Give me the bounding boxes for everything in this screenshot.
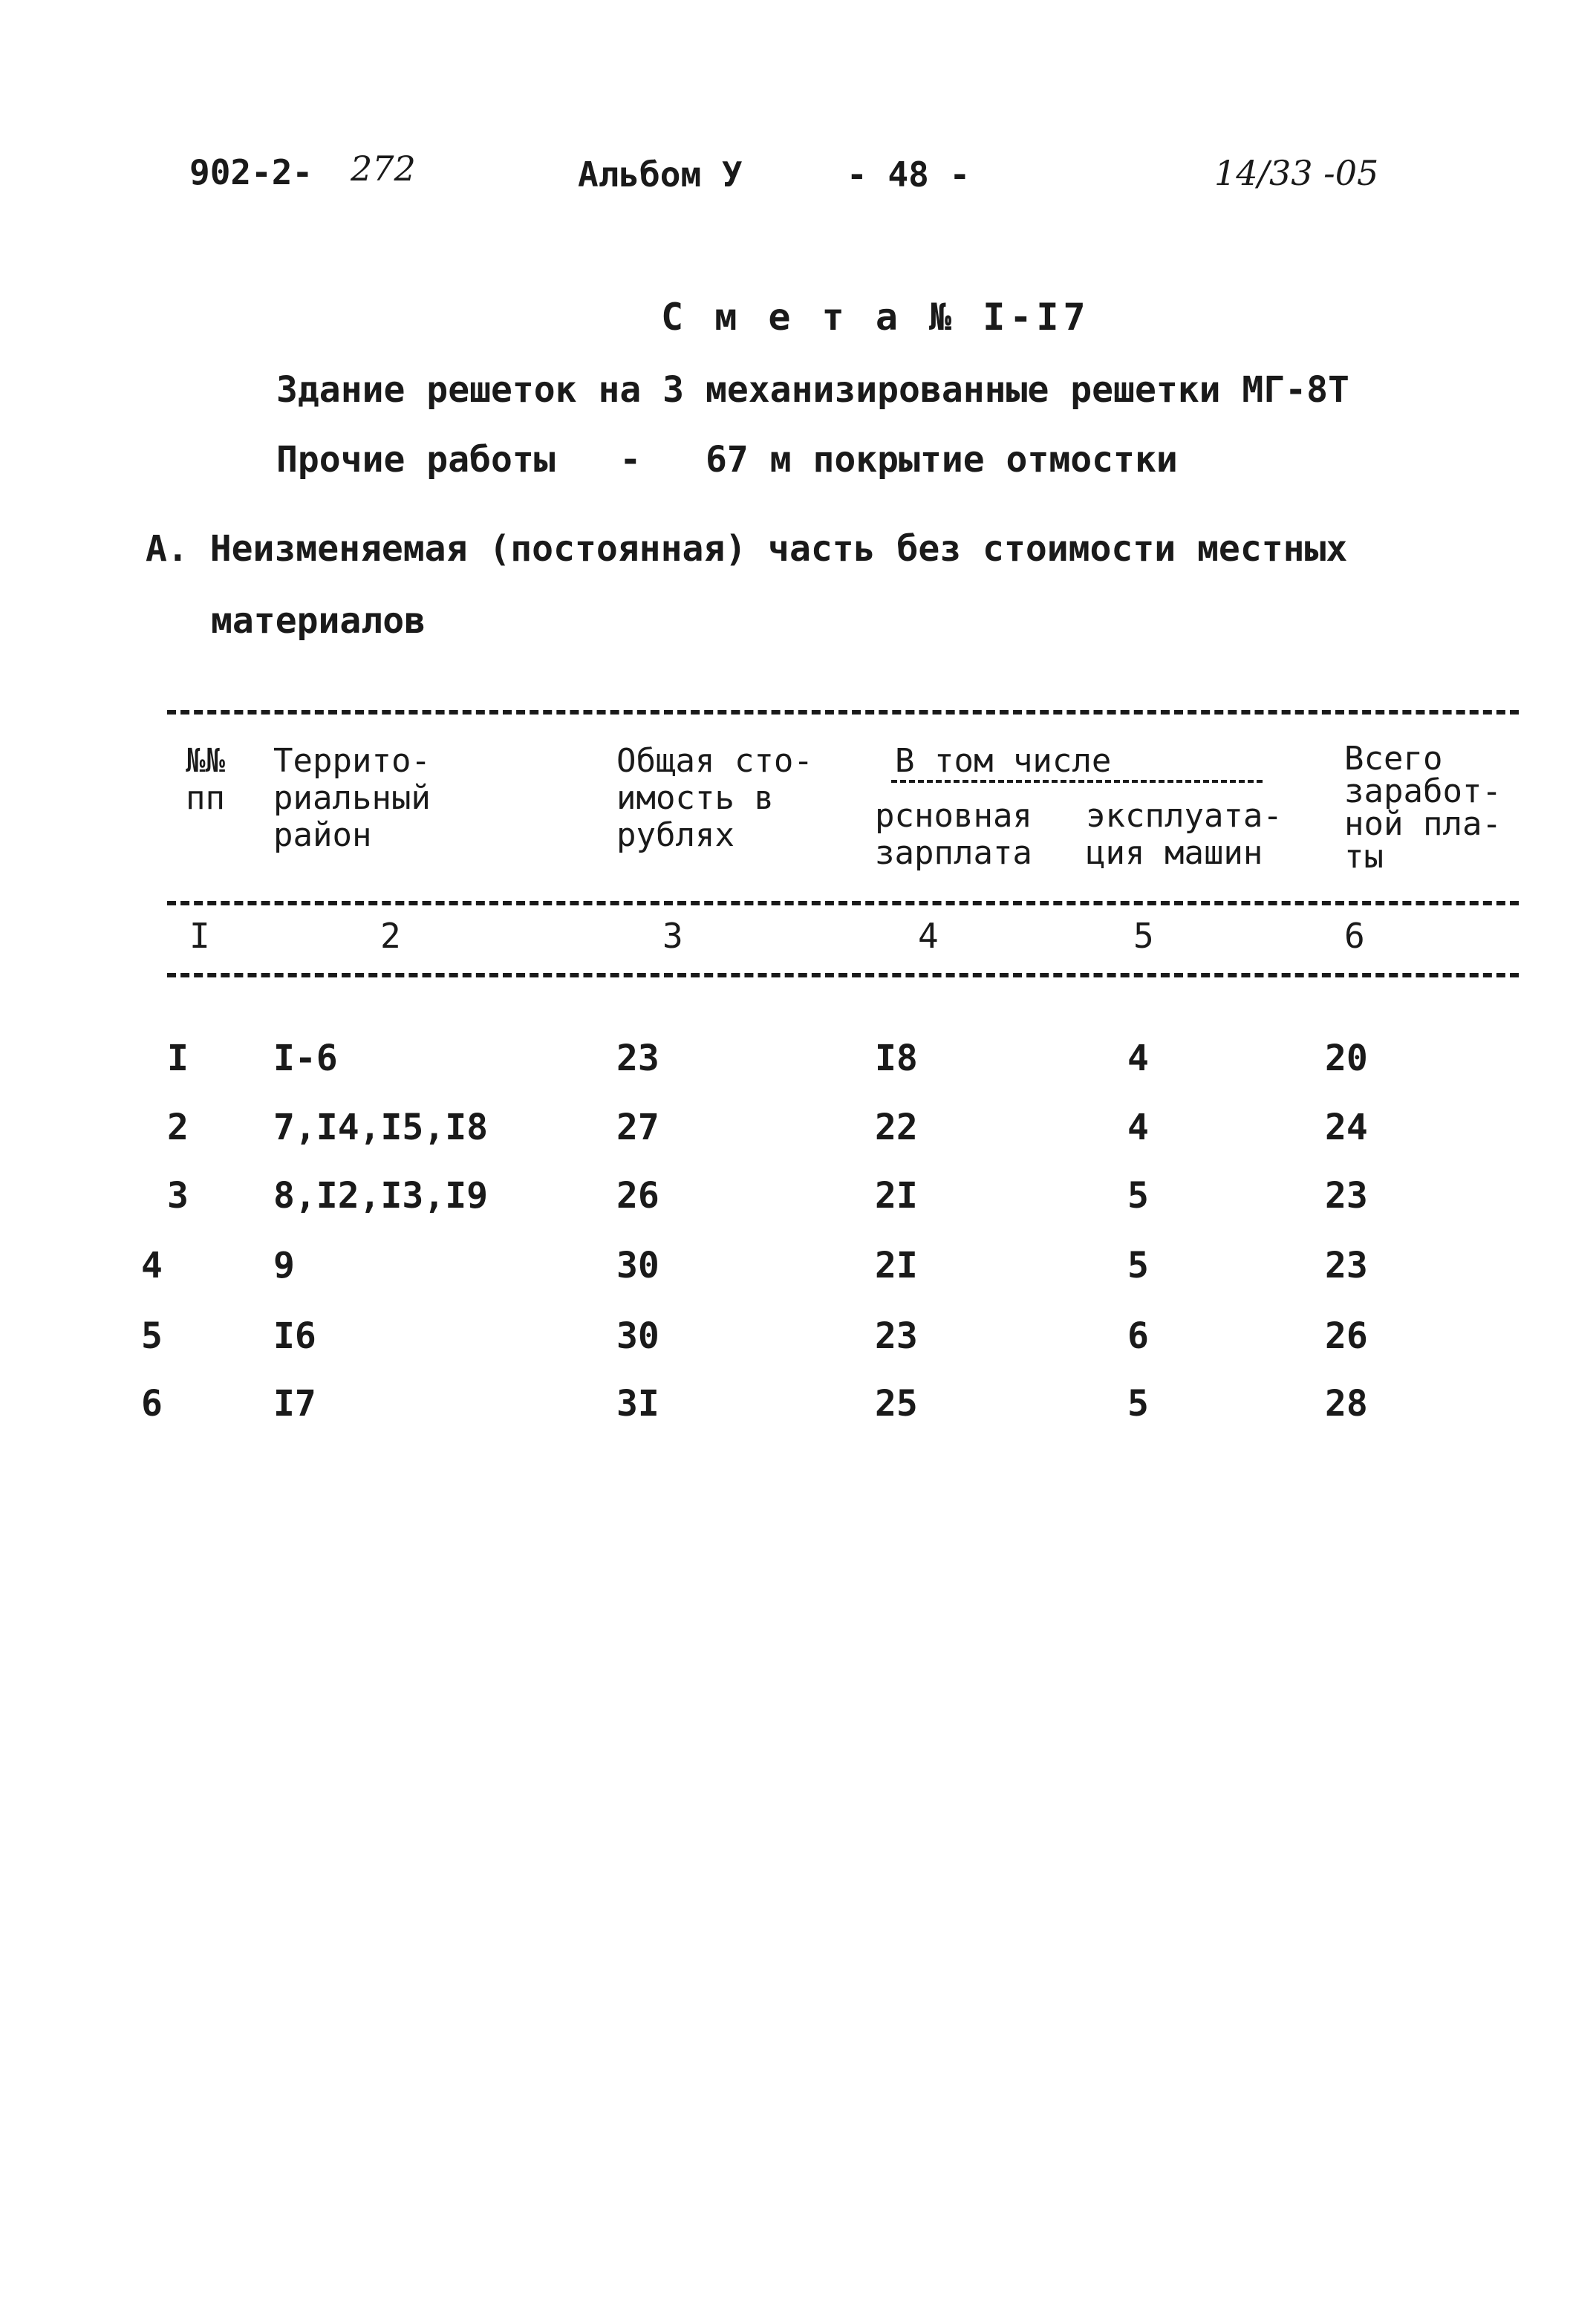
cell-total: 23 — [616, 1038, 659, 1079]
header-total-wages: Всего заработ- ной пла- ты — [1344, 740, 1502, 876]
cell-machines: 5 — [1127, 1245, 1149, 1286]
header-region: Террито- риальный район — [273, 742, 431, 854]
cell-machines: 4 — [1127, 1038, 1149, 1079]
cell-region: 8,I2,I3,I9 — [273, 1175, 488, 1217]
column-number: 5 — [1133, 916, 1154, 956]
header-base-salary: рсновная зарплата — [875, 797, 1032, 872]
cell-wages: 20 — [1325, 1038, 1368, 1079]
header-including-underline — [891, 780, 1263, 783]
section-heading-continued: материалов — [211, 600, 426, 642]
column-number: 4 — [918, 916, 939, 956]
album-label: Альбом У — [578, 154, 743, 195]
cell-wages: 28 — [1325, 1383, 1368, 1425]
page-number: - 48 - — [847, 154, 971, 195]
cell-machines: 6 — [1127, 1315, 1149, 1357]
cell-total: 30 — [616, 1315, 659, 1357]
column-number: 3 — [662, 916, 683, 956]
cell-num: 2 — [167, 1107, 189, 1148]
cell-machines: 4 — [1127, 1107, 1149, 1148]
doc-code-handwritten: 272 — [351, 149, 416, 189]
cell-wages: 23 — [1325, 1245, 1368, 1286]
table-top-rule — [167, 710, 1519, 715]
column-number: I — [189, 916, 210, 956]
doc-code: 902-2- — [189, 152, 313, 192]
header-including: В том числе — [895, 742, 1112, 780]
cell-salary: I8 — [875, 1038, 918, 1079]
cell-num: I — [167, 1038, 189, 1079]
cell-num: 5 — [141, 1315, 163, 1357]
estimate-title: С м е т а № I-I7 — [661, 296, 1090, 339]
cell-total: 26 — [616, 1175, 659, 1217]
cell-total: 3I — [616, 1383, 659, 1425]
cell-salary: 22 — [875, 1107, 918, 1148]
cell-salary: 2I — [875, 1175, 918, 1217]
cell-region: I7 — [273, 1383, 316, 1425]
header-machine-operation: эксплуата- ция машин — [1086, 797, 1283, 872]
header-total-cost: Общая сто- имость в рублях — [616, 742, 813, 854]
cell-machines: 5 — [1127, 1383, 1149, 1425]
cell-total: 30 — [616, 1245, 659, 1286]
cell-salary: 25 — [875, 1383, 918, 1425]
cell-wages: 24 — [1325, 1107, 1368, 1148]
building-description: Здание решеток на 3 механизированные решетки МГ-8Т — [276, 369, 1349, 411]
cell-region: 7,I4,I5,I8 — [273, 1107, 488, 1148]
cell-num: 4 — [141, 1245, 163, 1286]
section-heading: А. Неизменяемая (постоянная) часть без стоимости местных — [146, 528, 1348, 570]
cell-machines: 5 — [1127, 1175, 1149, 1217]
column-number: 2 — [380, 916, 401, 956]
cell-region: I6 — [273, 1315, 316, 1357]
cell-region: I-6 — [273, 1038, 338, 1079]
cell-salary: 23 — [875, 1315, 918, 1357]
header-bottom-rule — [167, 901, 1519, 905]
column-number: 6 — [1344, 916, 1365, 956]
cell-wages: 26 — [1325, 1315, 1368, 1357]
column-numbers-rule — [167, 973, 1519, 977]
cell-num: 3 — [167, 1175, 189, 1217]
cell-region: 9 — [273, 1245, 295, 1286]
cell-total: 27 — [616, 1107, 659, 1148]
cell-salary: 2I — [875, 1245, 918, 1286]
inventory-number-handwritten: 14/33 -05 — [1214, 153, 1379, 193]
cell-num: 6 — [141, 1383, 163, 1425]
header-num: №№ пп — [186, 742, 225, 817]
cell-wages: 23 — [1325, 1175, 1368, 1217]
other-works-line: Прочие работы - 67 м покрытие отмостки — [276, 439, 1178, 481]
